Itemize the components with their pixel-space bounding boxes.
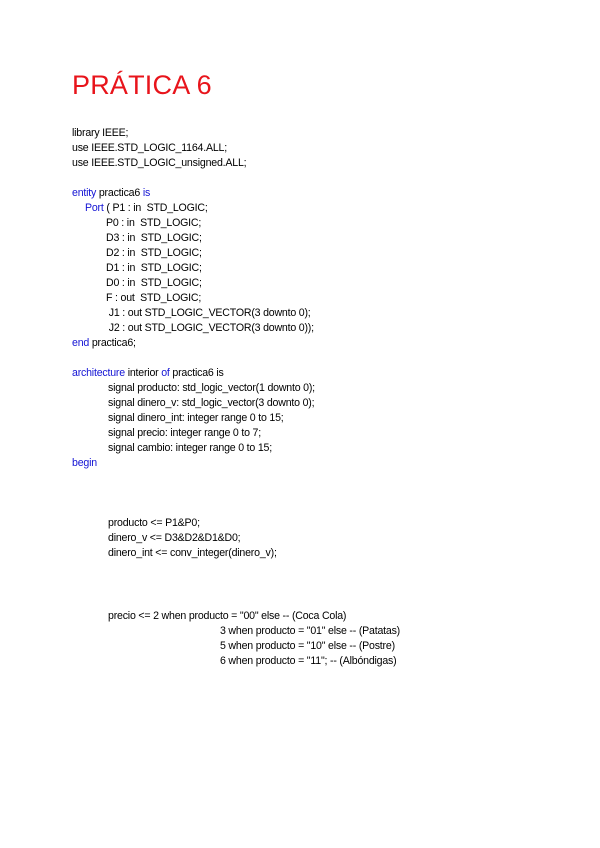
page-title: PRÁTICA 6 [72,70,212,100]
code-line-port: P0 : in STD_LOGIC; [106,217,202,229]
code-line-entity [72,186,150,201]
code-line-library: library IEEE; [72,127,129,139]
code-line-assign: producto <= P1&P0; [108,517,200,529]
entity-name: practica6 [96,187,143,199]
code-line-port: F : out STD_LOGIC; [106,292,202,304]
keyword-is: is [142,187,151,199]
code-line-signal: signal dinero_int: integer range 0 to 15; [108,412,284,424]
code-line-precio-cont: 3 when producto = "01" else -- (Patatas) [220,625,401,637]
keyword-end: end [72,337,90,349]
keyword-begin: begin [72,457,97,469]
code-line-port: D2 : in STD_LOGIC; [106,247,202,259]
code-line-end [72,336,136,351]
architecture-name: interior [124,367,162,379]
code-line-port: J2 : out STD_LOGIC_VECTOR(3 downto 0)); [106,322,314,334]
code-line-use-1164: use IEEE.STD_LOGIC_1164.ALL; [72,142,227,154]
end-name: practica6; [89,337,136,349]
code-line-signal: signal precio: integer range 0 to 7; [108,427,261,439]
code-line-precio: precio <= 2 when producto = "00" else -- (Coca Cola) [108,610,347,622]
port-first: ( P1 : in STD_LOGIC; [103,202,208,214]
code-line-port [85,201,208,216]
code-line-architecture [72,366,224,381]
keyword-of: of [161,367,170,379]
code-line-assign: dinero_v <= D3&D2&D1&D0; [108,532,241,544]
code-line-precio-cont: 5 when producto = "10" else -- (Postre) [220,640,395,652]
keyword-architecture: architecture [72,367,125,379]
keyword-entity: entity [72,187,97,199]
code-line-use-unsigned: use IEEE.STD_LOGIC_unsigned.ALL; [72,157,247,169]
keyword-port: Port [85,202,104,214]
code-line-signal: signal producto: std_logic_vector(1 downto 0); [108,382,315,394]
code-line-assign: dinero_int <= conv_integer(dinero_v); [108,547,277,559]
code-line-port: J1 : out STD_LOGIC_VECTOR(3 downto 0); [106,307,311,319]
code-line-port: D0 : in STD_LOGIC; [106,277,202,289]
code-line-port: D3 : in STD_LOGIC; [106,232,202,244]
architecture-of-rest: practica6 is [169,367,224,379]
code-line-signal: signal dinero_v: std_logic_vector(3 downto 0); [108,397,315,409]
code-line-signal: signal cambio: integer range 0 to 15; [108,442,272,454]
code-line-precio-cont: 6 when producto = "11"; -- (Albóndigas) [220,655,397,667]
code-line-port: D1 : in STD_LOGIC; [106,262,202,274]
